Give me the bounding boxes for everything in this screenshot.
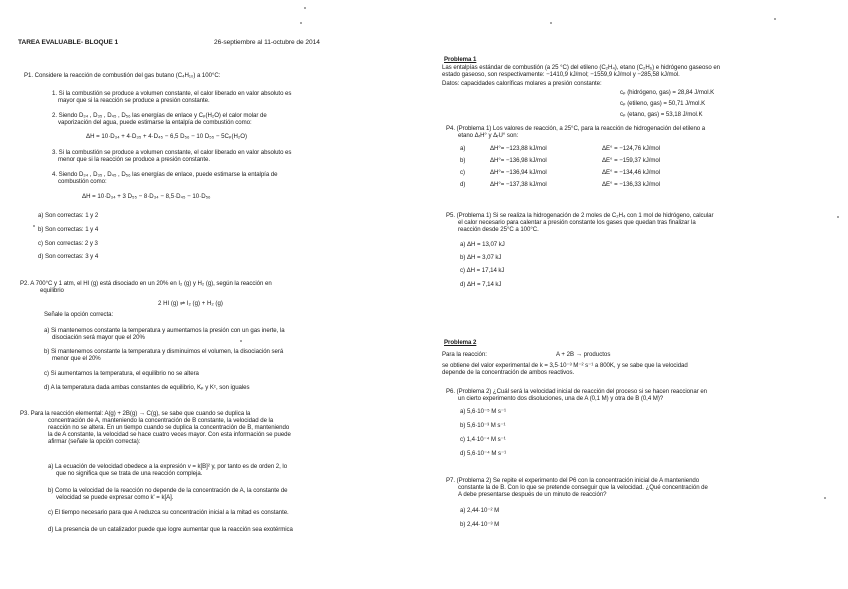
- p3-d1: d) La presencia de un catalizador puede que logre aumentar que la reacción sea exotérmica: [48, 526, 293, 533]
- p4-line-2: etano ΔᵣH° y ΔᵣU° son:: [458, 132, 519, 139]
- p3-line-1: P3. Para la reacción elemental: A(g) + 2B(g) → C(g), se sabe que cuando se duplica la: [20, 410, 251, 417]
- p5-option-c: c) ΔH = 17,14 kJ: [460, 267, 505, 274]
- problem-1-line-2: estado gaseoso, son respectivamente: −1410,9 kJ/mol; −1559,9 kJ/mol y −285,58 kJ/mol.: [442, 71, 680, 78]
- p2-b1: b) Si mantenemos constante la temperatura y disminuimos el volumen, la disociación será: [44, 348, 284, 355]
- p7-line-2: constante la de B. Con lo que se pretende conseguir que la velocidad. ¿Qué concentración de: [458, 484, 708, 491]
- p6-option-d: d) 5,6·10⁻⁴ M s⁻¹: [460, 450, 507, 457]
- problem-1-line-1: Las entalpías estándar de combustión (a 25 °C) del etileno (C₂H₄), etano (C₂H₆) e hidrógeno gaseoso en: [442, 64, 721, 71]
- p3-line-2: concentración de A, manteniendo la concentración de B constante, la velocidad de la: [48, 417, 274, 424]
- p6-line-1: P6. (Problema 2) ¿Cuál será la velocidad inicial de reacción del proceso si se hacen reaccionar en: [446, 388, 707, 395]
- p1-s3a: 3. Si la combustión se produce a volumen constante, el calor liberado en valor absoluto es: [52, 149, 292, 156]
- speck: [33, 225, 35, 227]
- p5-line-1: P5. (Problema 1) Si se realiza la hidrogenación de 2 moles de C₂H₄ con 1 mol de hidrógeno, calcular: [446, 212, 714, 219]
- p4-b-key: b): [460, 157, 466, 164]
- p4-a-key: a): [460, 145, 466, 152]
- p6-option-a: a) 5,6·10⁻⁵ M s⁻¹: [460, 408, 507, 415]
- p2-a2: disociación será mayor que el 20%: [52, 334, 145, 341]
- p6-option-c: c) 1,4·10⁻⁴ M s⁻¹: [460, 436, 506, 443]
- p5-line-2: el calor necesario para calentar a presión constante los gases que quedan tras finalizar la: [458, 219, 696, 226]
- p4-c-key: c): [460, 169, 465, 176]
- p4-d-energy: ΔE° = −136,33 kJ/mol: [602, 181, 661, 188]
- p1-option-c: c) Son correctas: 2 y 3: [38, 240, 98, 247]
- p5-option-d: d) ΔH = 7,14 kJ: [460, 281, 502, 288]
- problem-1-line-3: Datos: capacidades caloríficas molares a presión constante:: [442, 80, 602, 87]
- cp-ethane: cₚ (etano, gas) = 53,18 J/mol.K: [620, 111, 703, 118]
- cp-ethylene: cₚ (etileno, gas) = 50,71 J/mol.K: [620, 100, 706, 107]
- p2-c1: c) Si aumentamos la temperatura, el equilibrio no se altera: [44, 370, 199, 377]
- p7-line-3: A debe presentarse después de un minuto de reacción?: [458, 491, 607, 498]
- p4-b-energy: ΔE° = −159,37 kJ/mol: [602, 157, 661, 164]
- right-page: [424, 0, 848, 589]
- p1-s3b: menor que si la reacción se produce a presión constante.: [58, 156, 211, 163]
- p2-select: Señale la opción correcta:: [44, 311, 114, 318]
- p3-b1: b) Como la velocidad de la reacción no depende de la concentración de A, la constante de: [48, 487, 288, 494]
- problem-2-title: Problema 2: [444, 339, 477, 346]
- speck: [304, 7, 306, 9]
- speck: [300, 22, 302, 24]
- problem-2-line-3: depende de la concentración de ambos reactivos.: [442, 369, 575, 376]
- p4-c-enthalpy: ΔH°= −136,94 kJ/mol: [490, 169, 547, 176]
- p3-b2: velocidad se puede expresar como k' = k[A].: [56, 494, 174, 501]
- p7-option-a: a) 2,44·10⁻² M: [460, 507, 500, 514]
- speck: [837, 216, 839, 218]
- p4-d-enthalpy: ΔH°= −137,38 kJ/mol: [490, 181, 547, 188]
- problem-2-equation: A + 2B → productos: [556, 351, 611, 358]
- problem-2-line-2: se obtiene del valor experimental de k = 3,5·10⁻³ M⁻² s⁻¹ a 800K, y se sabe que la velocidad: [442, 362, 688, 369]
- speck: [550, 22, 552, 24]
- p5-option-a: a) ΔH = 13,07 kJ: [460, 241, 505, 248]
- speck: [824, 497, 826, 499]
- p6-line-2: un cierto experimento dos disoluciones, una de A (0,1 M) y otra de B (0,4 M)?: [458, 395, 664, 402]
- p1-formula-2: ΔH = 10·D₃₄ + 4·D₃₅ + 4·D₄₅ − 6,5 D₅₆ − 10 D₅₅ − 5Cₚ(H₂O): [86, 133, 248, 140]
- p1-intro: P1. Considere la reacción de combustión del gas butano (C₄H₁₀) a 100°C:: [24, 72, 221, 79]
- p1-s4a: 4. Siendo D₃₄ , D₃₅ , D₄₅ , D₅₆ las energías de enlace, puede estimarse la entalpía de: [52, 171, 278, 178]
- p2-equation: 2 HI (g) ⇌ I₂ (g) + H₂ (g): [158, 300, 223, 307]
- p3-line-4: la de A constante, la velocidad se hace cuatro veces mayor. Con esta información se puede: [48, 431, 291, 438]
- p2-b2: menor que el 20%: [52, 355, 101, 362]
- p1-option-b: b) Son correctas: 1 y 4: [38, 226, 99, 233]
- speck: [240, 340, 242, 342]
- speck: [774, 18, 776, 20]
- p3-line-3: reacción no se altera. En un tiempo cuando se duplica la concentración de B, manteniendo: [48, 424, 290, 431]
- p2-a1: a) Si mantenemos constante la temperatura y aumentamos la presión con un gas inerte, la: [44, 327, 285, 334]
- p3-c1: c) El tiempo necesario para que A reduzca su concentración inicial a la mitad es constante.: [48, 509, 289, 516]
- p1-option-d: d) Son correctas: 3 y 4: [38, 253, 99, 260]
- p2-line-1: P2. A 700°C y 1 atm, el HI (g) está disociado en un 20% en I₂ (g) y H₂ (g), según la reacción en: [20, 280, 272, 287]
- p1-s1a: 1. Si la combustión se produce a volumen constante, el calor liberado en valor absoluto es: [52, 90, 292, 97]
- p1-s2b: vaporización del agua, puede estimarse la entalpía de combustión como:: [58, 119, 252, 126]
- p4-d-key: d): [460, 181, 466, 188]
- p3-a2: que no significa que se trata de una reacción compleja.: [56, 470, 203, 477]
- p1-option-a: a) Son correctas: 1 y 2: [38, 212, 99, 219]
- p5-line-3: reacción desde 25°C a 100°C.: [458, 226, 539, 233]
- problem-1-title: Problema 1: [444, 56, 477, 63]
- p5-option-b: b) ΔH = 3,07 kJ: [460, 254, 502, 261]
- p7-line-1: P7. (Problema 2) Se repite el experimento del P6 con la concentración inicial de A manteniendo: [446, 477, 700, 484]
- p2-d1: d) A la temperatura dada ambas constantes de equilibrio, Kₚ y Kᶜ, son iguales: [44, 384, 250, 391]
- p2-line-2: equilibrio: [40, 287, 64, 294]
- p3-line-5: afirmar (señale la opción correcta):: [48, 438, 141, 445]
- p4-line-1: P4. (Problema 1) Los valores de reacción, a 25°C, para la reacción de hidrogenación del etileno a: [446, 125, 706, 132]
- p7-option-b: b) 2,44·10⁻³ M: [460, 521, 500, 528]
- p1-s1b: mayor que si la reacción se produce a presión constante.: [58, 97, 210, 104]
- p4-b-enthalpy: ΔH°= −136,98 kJ/mol: [490, 157, 547, 164]
- p1-s4b: combustión como:: [58, 178, 107, 185]
- p1-formula-4: ΔH = 10·D₃₄ + 3 D₅₅ − 8·D₃₄ − 8,5·D₄₅ − 10·D₅₆: [82, 193, 211, 200]
- cp-hydrogen: cₚ (hidrógeno, gas) = 28,84 J/mol.K: [620, 89, 715, 96]
- problem-2-line-1: Para la reacción:: [442, 351, 487, 358]
- p6-option-b: b) 5,6·10⁻³ M s⁻¹: [460, 422, 506, 429]
- p4-c-energy: ΔE° = −134,46 kJ/mol: [602, 169, 661, 176]
- p3-a1: a) La ecuación de velocidad obedece a la expresión v = k[B]² y, por tanto es de orden 2, lo: [48, 463, 288, 470]
- header-date: 26-septiembre al 11-octubre de 2014: [214, 39, 320, 46]
- p4-a-energy: ΔE° = −124,76 kJ/mol: [602, 145, 661, 152]
- p4-a-enthalpy: ΔH°= −123,88 kJ/mol: [490, 145, 547, 152]
- header-title: TAREA EVALUABLE- BLOQUE 1: [18, 39, 119, 46]
- p1-s2a: 2. Siendo D₃₄ , D₃₅ , D₄₅ , D₅₆ las energías de enlace y Cₚ(H₂O) el calor molar de: [52, 112, 267, 119]
